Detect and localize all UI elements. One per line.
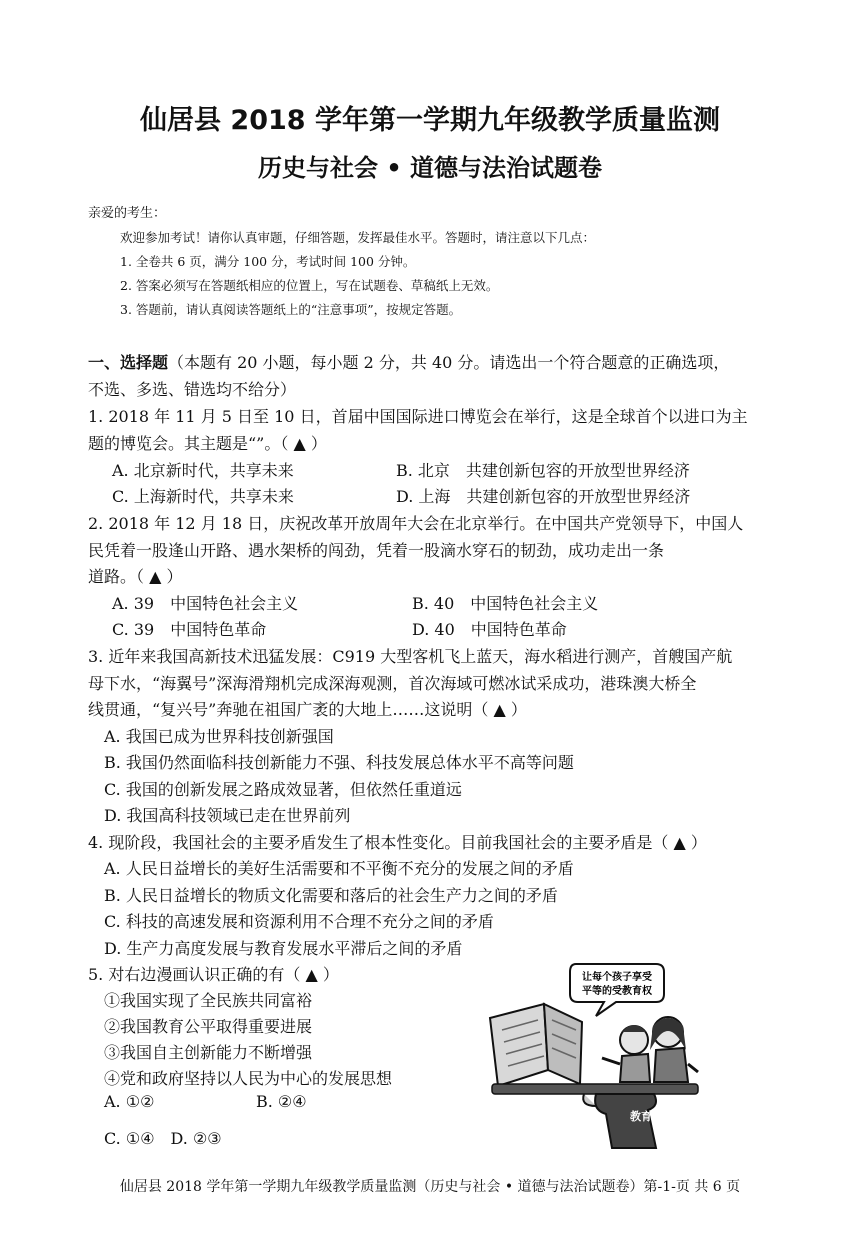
question-5-line: 5. 对右边漫画认识正确的有（ ▲ ）: [88, 965, 339, 984]
q5-option-a: A. ①②: [104, 1092, 155, 1111]
notice-line: 3. 答题前，请认真阅读答题纸上的“注意事项”，按规定答题。: [120, 302, 462, 317]
q5-statement-4: ④党和政府坚持以人民为中心的发展思想: [104, 1069, 393, 1088]
notice-line: 欢迎参加考试！请你认真审题，仔细答题，发挥最佳水平。答题时，请注意以下几点：: [120, 230, 596, 245]
question-3-line: 线贯通，“复兴号”奔驰在祖国广袤的大地上……这说明（ ▲ ）: [88, 700, 527, 719]
notice-line: 2. 答案必须写在答题纸相应的位置上，写在试题卷、草稿纸上无效。: [120, 278, 499, 293]
q5-option-b: B. ②④: [256, 1092, 307, 1111]
page-footer: 仙居县 2018 学年第一学期九年级教学质量监测（历史与社会 • 道德与法治试题卷）第-1-页 共 6 页: [119, 1179, 741, 1195]
speech-bubble: [570, 964, 664, 1016]
q3-option-d: D. 我国高科技领域已走在世界前列: [104, 806, 351, 825]
q2-option-c: C. 39 中国特色革命: [112, 620, 267, 639]
q4-option-b: B. 人民日益增长的物质文化需要和落后的社会生产力之间的矛盾: [104, 886, 558, 905]
q2-option-a: A. 39 中国特色社会主义: [112, 594, 299, 613]
q5-option-cd: C. ①④ D. ②③: [104, 1129, 222, 1148]
section-desc: （本题有 20 小题，每小题 2 分，共 40 分。请选出一个符合题意的正确选项，: [168, 353, 730, 372]
q5-statement-2: ②我国教育公平取得重要进展: [104, 1017, 313, 1036]
q5-statement-1: ①我国实现了全民族共同富裕: [104, 991, 313, 1010]
bubble-text-line2: 平等的受教育权: [582, 986, 652, 997]
notice-line: 1. 全卷共 6 页，满分 100 分，考试时间 100 分钟。: [120, 254, 416, 269]
question-2-line: 2. 2018 年 12 月 18 日，庆祝改革开放周年大会在北京举行。在中国共产党领导下，中国人: [88, 514, 744, 533]
question-1-line: 1. 2018 年 11 月 5 日至 10 日，首届中国国际进口博览会在举行，这是全球首个以进口为主: [88, 407, 748, 426]
seesaw-plank: [492, 1084, 698, 1094]
question-2-line: 道路。（ ▲ ）: [88, 567, 183, 586]
question-1-line: 题的博览会。其主题是“”。（ ▲ ）: [88, 434, 327, 453]
education-cartoon: [484, 960, 704, 1150]
question-4-line: 4. 现阶段，我国社会的主要矛盾发生了根本性变化。目前我国社会的主要矛盾是（ ▲ ）: [88, 833, 707, 852]
q2-option-d: D. 40 中国特色革命: [412, 620, 567, 639]
section-heading-line: [88, 350, 729, 373]
question-3-line: 母下水，“海翼号”深海滑翔机完成深海观测，首次海域可燃冰试采成功，港珠澳大桥全: [88, 674, 697, 693]
question-3-line: 3. 近年来我国高新技术迅猛发展：C919 大型客机飞上蓝天，海水稻进行测产，首艘国产航: [88, 647, 733, 666]
q1-option-d: D. 上海 共建创新包容的开放型世界经济: [396, 487, 691, 506]
q1-option-b: B. 北京 共建创新包容的开放型世界经济: [396, 461, 690, 480]
section-desc-line2: 不选、多选、错选均不给分）: [88, 380, 297, 399]
section-heading: 一、选择题: [88, 353, 169, 372]
page-title: 仙居县 2018 学年第一学期九年级教学质量监测: [140, 105, 720, 136]
hand-label: 教育公平: [630, 1110, 674, 1123]
book-icon: [490, 1004, 582, 1086]
hand-icon: [583, 1094, 674, 1148]
q3-option-b: B. 我国仍然面临科技创新能力不强、科技发展总体水平不高等问题: [104, 753, 574, 772]
q3-option-c: C. 我国的创新发展之路成效显著，但依然任重道远: [104, 780, 462, 799]
q5-statement-3: ③我国自主创新能力不断增强: [104, 1043, 313, 1062]
question-2-line: 民凭着一股逢山开路、遇水架桥的闯劲，凭着一股滴水穿石的韧劲，成功走出一条: [88, 541, 665, 560]
bubble-text-line1: 让每个孩子享受: [582, 972, 652, 983]
page-subtitle: 历史与社会 • 道德与法治试题卷: [257, 154, 603, 182]
q4-option-c: C. 科技的高速发展和资源利用不合理不充分之间的矛盾: [104, 912, 494, 931]
q1-option-a: A. 北京新时代，共享未来: [112, 461, 294, 480]
q4-option-a: A. 人民日益增长的美好生活需要和不平衡不充分的发展之间的矛盾: [104, 859, 574, 878]
greeting: 亲爱的考生：: [88, 206, 167, 221]
q4-option-d: D. 生产力高度发展与教育发展水平滞后之间的矛盾: [104, 939, 463, 958]
children-figures: [602, 1017, 698, 1082]
q2-option-b: B. 40 中国特色社会主义: [412, 594, 599, 613]
q3-option-a: A. 我国已成为世界科技创新强国: [104, 727, 334, 746]
q1-option-c: C. 上海新时代，共享未来: [112, 487, 294, 506]
